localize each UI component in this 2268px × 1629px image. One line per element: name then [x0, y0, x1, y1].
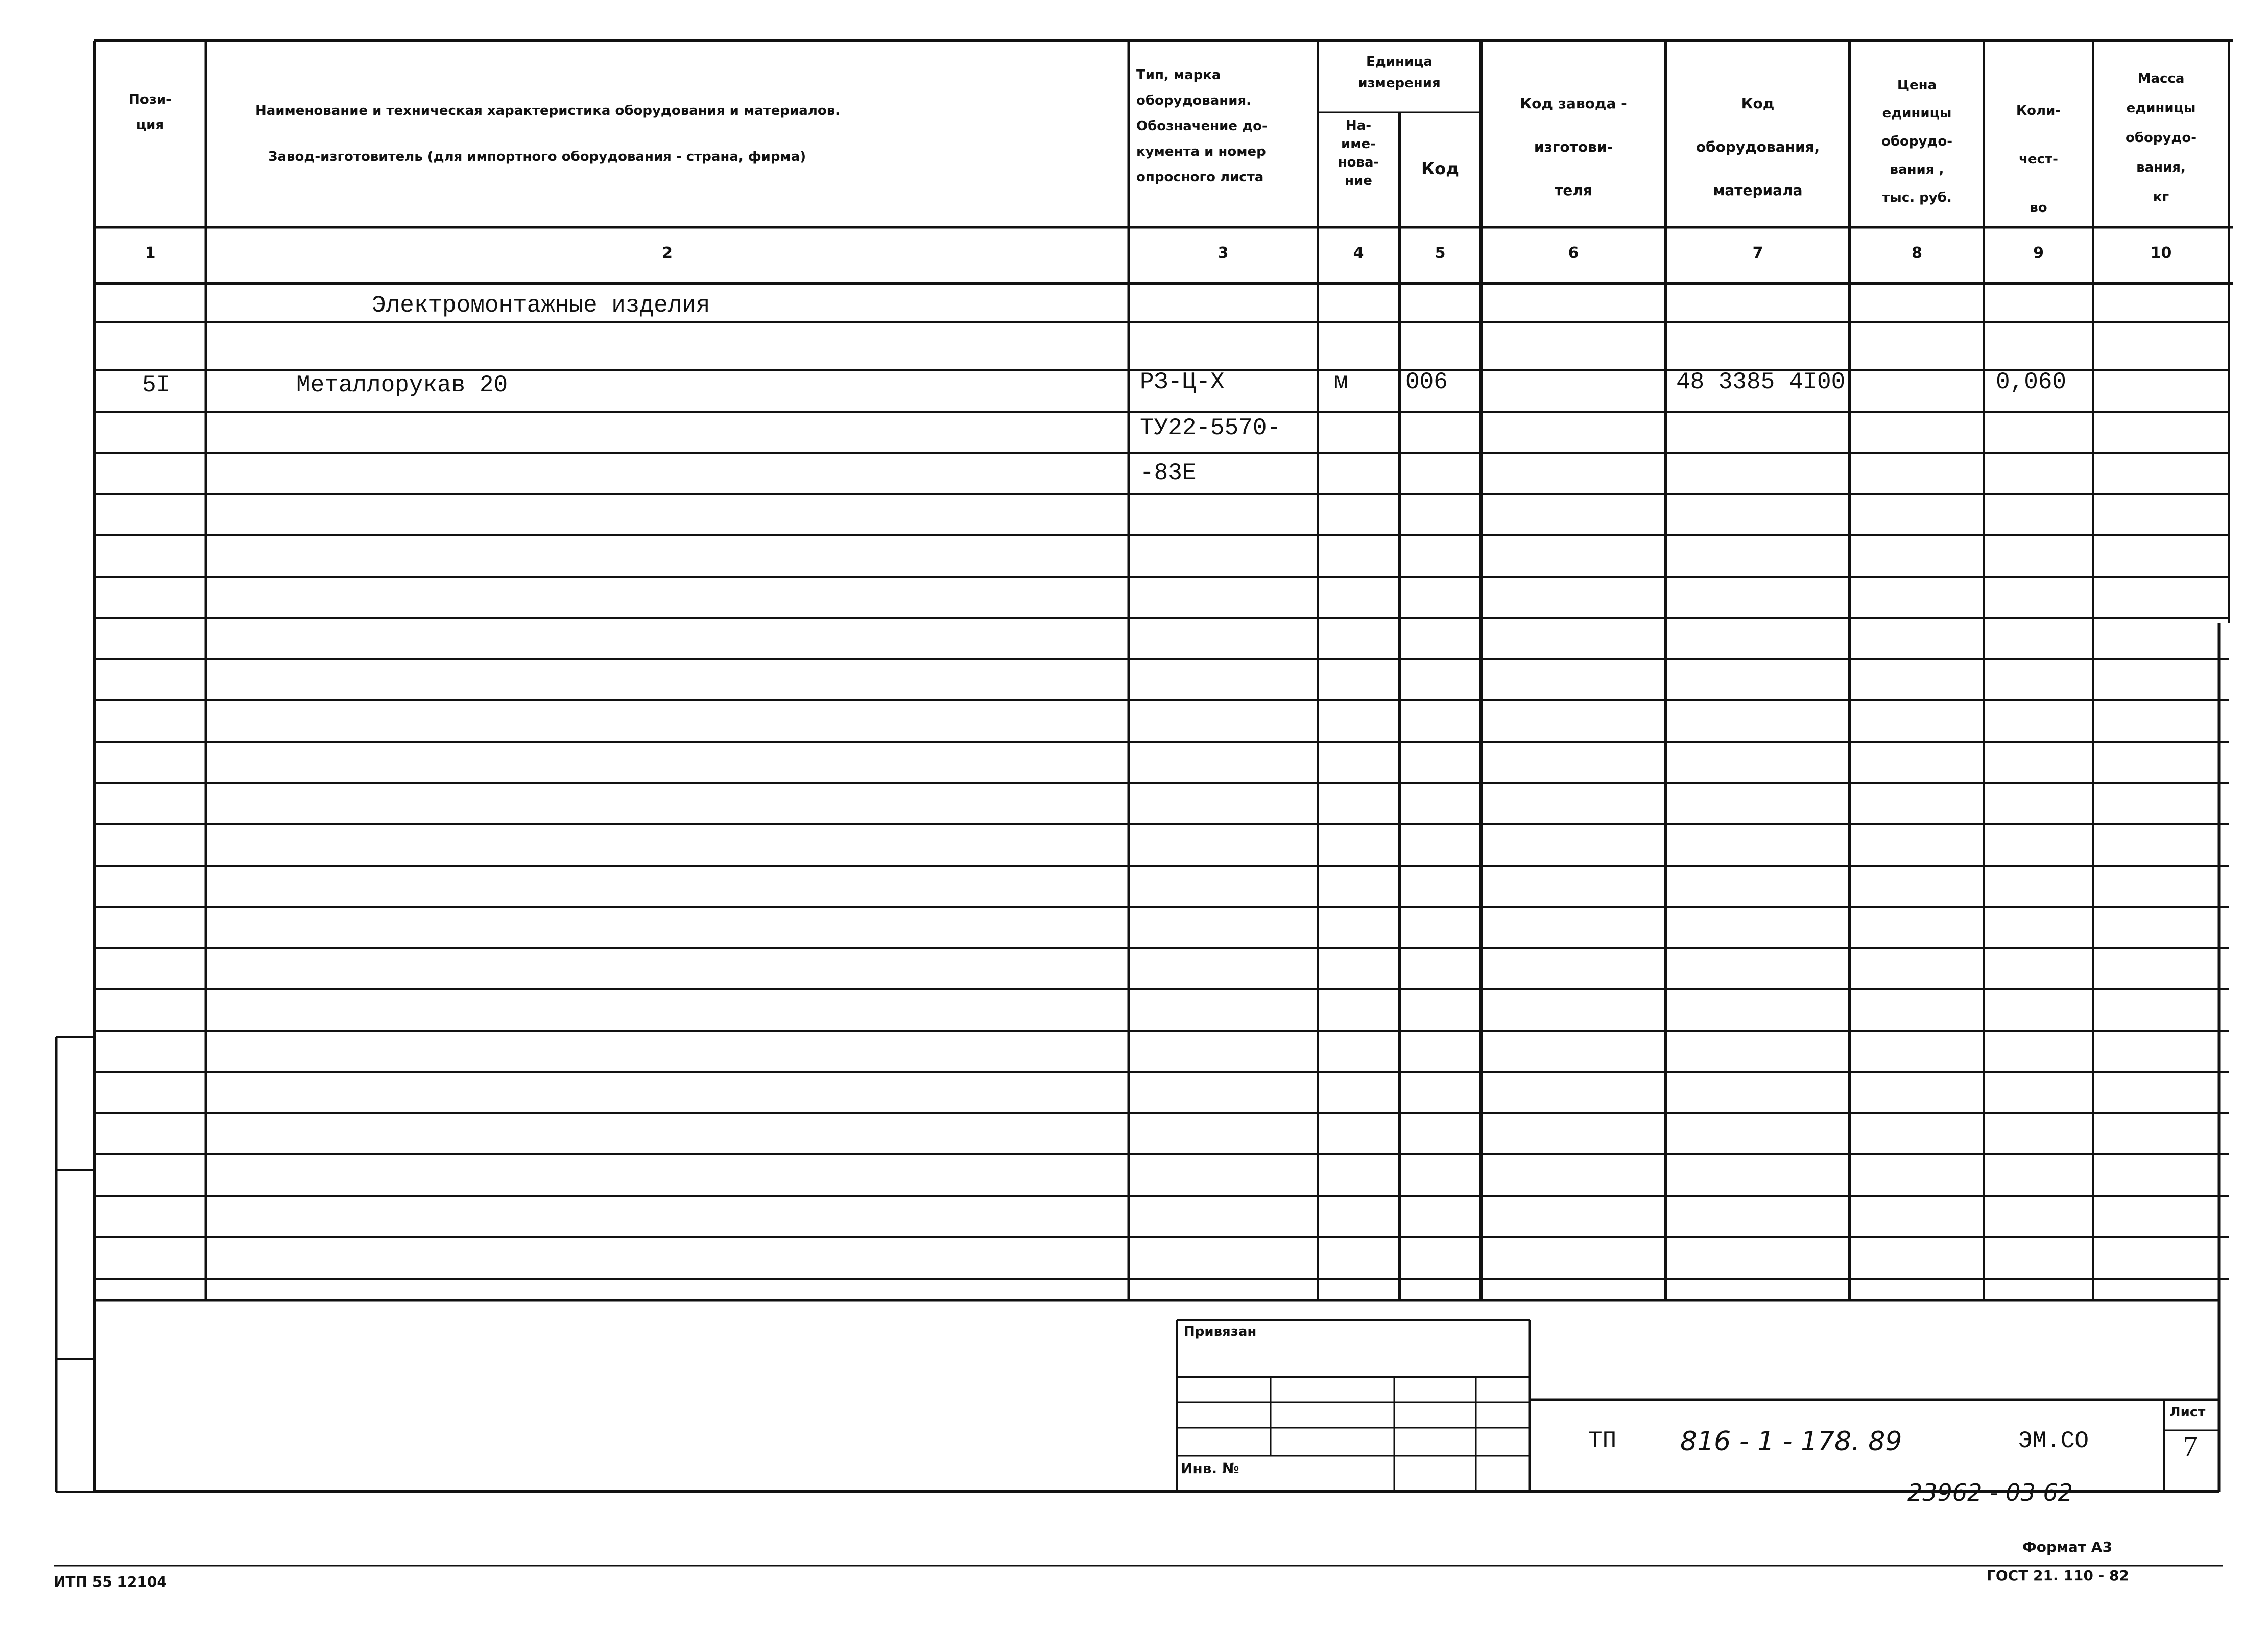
- header-type-line: Обозначение до-: [1136, 119, 1268, 134]
- header-equipment-code-line: материала: [1713, 182, 1803, 199]
- header-type-line: кумента и номер: [1136, 144, 1266, 159]
- item-type: -83Е: [1140, 460, 1197, 486]
- header-quantity: [1984, 87, 2093, 232]
- column-number: 10: [2150, 244, 2172, 262]
- header-mass-line: оборудо-: [2125, 130, 2197, 146]
- header-equipment-code: [1666, 82, 1850, 212]
- header-price: [1850, 72, 1984, 212]
- stamp-prefix: ТП: [1588, 1428, 1617, 1454]
- item-unit-name: м: [1334, 369, 1348, 395]
- header-factory-code-line: изготови-: [1534, 138, 1613, 155]
- column-number: 5: [1435, 244, 1446, 262]
- header-factory-code: [1481, 82, 1666, 212]
- header-name-line: Наименование и техническая характеристика оборудования и материалов.: [255, 103, 841, 119]
- header-unit-line: Единица: [1366, 54, 1433, 69]
- stamp-attached-label: Привязан: [1184, 1324, 1257, 1339]
- header-price-line: вания ,: [1890, 162, 1944, 177]
- item-equipment-code: 48 3385 4I00: [1676, 369, 1846, 395]
- stamp-inv-label: Инв. №: [1181, 1460, 1239, 1477]
- header-mass-line: единицы: [2126, 101, 2196, 116]
- stamp-handwritten-number: 23962 - 03 62: [1907, 1479, 2073, 1506]
- column-number: 4: [1353, 244, 1364, 262]
- header-mass: [2093, 64, 2229, 212]
- header-name-line: Завод-изготовитель (для импортного оборудования - страна, фирма): [268, 149, 806, 164]
- header-mass-line: кг: [2153, 190, 2169, 205]
- header-unit-name-line: нова-: [1338, 155, 1379, 170]
- item-unit-code: 006: [1405, 369, 1448, 395]
- header-price-line: тыс. руб.: [1882, 190, 1952, 205]
- column-number: 9: [2033, 244, 2044, 262]
- section-title: Электромонтажные изделия: [372, 292, 710, 319]
- header-position: [94, 87, 206, 138]
- header-quantity-line: Коли-: [2016, 103, 2061, 119]
- header-unit-name-line: име-: [1341, 136, 1376, 152]
- item-quantity: 0,060: [1996, 369, 2067, 395]
- header-mass-line: Масса: [2137, 71, 2185, 86]
- column-number: 8: [1912, 244, 1922, 262]
- footer-format: Формат А3: [2022, 1539, 2112, 1555]
- header-type-line: опросного листа: [1136, 170, 1264, 185]
- header-price-line: Цена: [1897, 78, 1937, 93]
- header-unit-name: [1318, 116, 1399, 190]
- header-unit-line: измерения: [1358, 76, 1441, 91]
- item-type: ТУ22-5570-: [1140, 415, 1281, 441]
- footer-itp: ИТП 55 12104: [54, 1573, 167, 1590]
- header-type: [1136, 62, 1318, 190]
- stamp-sheet-label: Лист: [2169, 1405, 2206, 1420]
- header-equipment-code-line: оборудования,: [1696, 138, 1820, 155]
- item-type: РЗ-Ц-Х: [1140, 369, 1225, 395]
- column-number: 2: [662, 244, 673, 262]
- item-position: 5I: [142, 372, 171, 398]
- footer-gost: ГОСТ 21. 110 - 82: [1987, 1567, 2129, 1584]
- header-price-line: единицы: [1882, 106, 1952, 121]
- column-number: 6: [1568, 244, 1579, 262]
- header-factory-code-line: Код завода -: [1520, 95, 1627, 112]
- header-quantity-line: во: [2030, 200, 2047, 216]
- header-mass-line: вания,: [2136, 160, 2186, 175]
- header-equipment-code-line: Код: [1741, 95, 1775, 112]
- header-unit: [1318, 51, 1481, 94]
- column-number: 7: [1752, 244, 1763, 262]
- header-position-line: Пози-: [129, 92, 172, 107]
- header-type-line: Тип, марка: [1136, 67, 1221, 83]
- header-name: [214, 88, 1124, 180]
- header-unit-code: Код: [1421, 159, 1459, 178]
- stamp-sheet-number: 7: [2183, 1431, 2198, 1462]
- header-position-line: ция: [136, 117, 164, 133]
- header-unit-name-line: ние: [1345, 173, 1372, 188]
- header-price-line: оборудо-: [1881, 134, 1953, 149]
- header-type-line: оборудования.: [1136, 93, 1252, 108]
- header-quantity-line: чест-: [2019, 152, 2058, 167]
- header-factory-code-line: теля: [1555, 182, 1592, 199]
- column-number: 3: [1217, 244, 1229, 262]
- item-name: Металлорукав 20: [296, 372, 508, 398]
- header-unit-name-line: На-: [1345, 118, 1372, 133]
- column-number: 1: [145, 244, 156, 262]
- stamp-designation: 816 - 1 - 178. 89: [1680, 1426, 1902, 1457]
- stamp-suffix: ЭМ.СО: [2018, 1428, 2089, 1454]
